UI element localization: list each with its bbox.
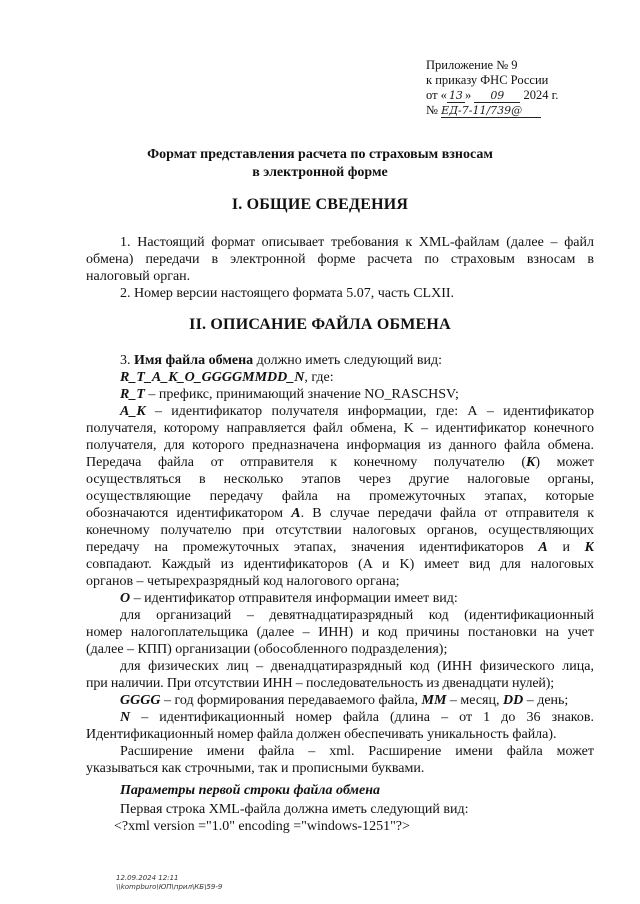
appendix-date-line	[426, 88, 558, 103]
ak-line-8: конечному получателю при отсутствии налоговых органов, осуществляющих	[86, 523, 594, 538]
p3-rest: должно иметь следующий вид:	[253, 353, 443, 368]
o-ind-line-1: для физических лиц – двенадцатиразрядный код (ИНН физического лица,	[120, 659, 594, 674]
appendix-line-1: Приложение № 9	[426, 58, 518, 72]
gggg-definition	[86, 692, 594, 709]
handwritten-order-number: ЕД-7-11/739@	[441, 105, 541, 118]
ext-line-2: указываться как строчными, так и прописными буквами.	[86, 761, 425, 776]
footer-path: \\kompburo\ЮП\прил\КБ\59-9	[116, 883, 223, 891]
ak-l9K: K	[584, 540, 594, 555]
ak-l9A: А	[538, 540, 548, 555]
paragraph-1-line-2: обмена) передачи в электронной форме расчета по страховым взносам в	[86, 252, 594, 267]
ak-l4k: K	[526, 455, 536, 470]
ak-line-11: органов – четырехразрядный код налогового органа;	[86, 574, 400, 589]
n-rest: – идентификационный номер файла (длина – от 1 до 36 знаков.	[130, 710, 594, 725]
ak-line-7	[86, 505, 594, 522]
gggg-rest2: – месяц,	[446, 693, 503, 708]
section-heading-exchange-file: II. ОПИСАНИЕ ФАЙЛА ОБМЕНА	[189, 316, 451, 333]
section-1-body	[86, 234, 594, 302]
ext-line-1: Расширение имени файла – xml. Расширение имени файла может	[120, 744, 594, 759]
o-ind-line-2: при наличии. При отсутствии ИНН – последовательность из двенадцати нулей);	[86, 676, 555, 691]
document-title	[0, 146, 640, 182]
ak-l7A: А	[291, 506, 301, 521]
ak-code: A_K	[120, 404, 146, 419]
date-year: 2024 г.	[523, 88, 559, 102]
gggg-mm: MM	[421, 693, 447, 708]
rt-definition	[86, 386, 594, 403]
ak-line-1-text: – идентификатор получателя информации, где: А – идентификатор	[145, 404, 594, 419]
ak-l9m: и	[547, 540, 585, 555]
handwritten-month: 09	[474, 90, 520, 103]
o-code: O	[120, 591, 131, 606]
o-definition	[86, 590, 594, 607]
ak-line-9	[86, 539, 594, 556]
title-line-2: в электронной форме	[252, 165, 388, 180]
title-line-1: Формат представления расчета по страховым взносам	[147, 147, 493, 162]
gggg-rest1: – год формирования передаваемого файла,	[160, 693, 422, 708]
p3-num: 3.	[120, 353, 134, 368]
o-org-line-3: (далее – КПП) организации (обособленного подразделения);	[86, 642, 448, 657]
footer-timestamp: 12.09.2024 12:11	[116, 874, 179, 882]
gggg-code: GGGG	[120, 693, 161, 708]
ak-l4a: Передача файла от отправителя к конечному получателю (	[86, 455, 527, 470]
section-2-body	[86, 352, 594, 835]
ak-line-2: получателя, которому направляется файл обмена, K – идентификатор конечного	[86, 421, 594, 436]
ak-l4b: ) может	[535, 455, 594, 470]
ak-l7b: . В случае передачи файла от отправителя к	[300, 506, 594, 521]
ak-line-6: осуществляющие передачу файла на промежуточных этапах, которые	[86, 489, 594, 504]
paragraph-1-line-3: налоговый орган.	[86, 269, 191, 284]
appendix-block	[426, 58, 558, 118]
ak-line-1	[86, 403, 594, 420]
section-heading-general: I. ОБЩИЕ СВЕДЕНИЯ	[231, 196, 409, 213]
date-prefix: от «	[426, 88, 447, 102]
rt-rest: – префикс, принимающий значение NO_RASCHSV;	[144, 387, 459, 402]
ak-line-5: осуществляться в несколько этапов через другие налоговые органы,	[86, 472, 594, 487]
params-line-1: Первая строка XML-файла должна иметь следующий вид:	[120, 802, 469, 817]
paragraph-1-line-1: 1. Настоящий формат описывает требования к XML-файлам (далее – файл	[120, 235, 594, 250]
pattern-code: R_T_A_K_O_GGGGMMDD_N	[120, 370, 305, 385]
ak-line-3: получателя, для которого предназначена информация из данного файла обмена.	[86, 438, 594, 453]
n-code: N	[120, 710, 131, 725]
o-org-line-1: для организаций – девятнадцатиразрядный код (идентификационный	[120, 608, 594, 623]
handwritten-day: 13	[448, 89, 463, 102]
file-name-pattern	[86, 369, 594, 386]
appendix-number-line	[426, 103, 558, 118]
gggg-dd: DD	[502, 693, 524, 708]
o-org-line-2: номер налогоплательщика (далее – ИНН) и код причины постановки на учет	[86, 625, 594, 640]
ak-line-4	[86, 454, 594, 471]
params-xml-declaration: <?xml version ="1.0" encoding ="windows-1251"?>	[114, 819, 410, 834]
p3-bold: Имя файла обмена	[134, 353, 254, 368]
ak-l7a: обозначаются идентификатором	[86, 506, 292, 521]
pattern-rest: , где:	[304, 370, 334, 385]
gggg-rest3: – день;	[523, 693, 569, 708]
paragraph-3	[86, 352, 594, 369]
n-definition	[86, 709, 594, 726]
params-heading: Параметры первой строки файла обмена	[120, 783, 380, 798]
n-line-2: Идентификационный номер файла должен обеспечивать уникальность файла).	[86, 727, 557, 742]
paragraph-2: 2. Номер версии настоящего формата 5.07, часть CLXII.	[120, 286, 455, 301]
ak-l9a: передачу на промежуточных этапах, значения идентификаторов	[86, 540, 539, 555]
footer-stamp	[116, 874, 222, 892]
number-prefix: №	[426, 103, 438, 117]
rt-code: R_T	[120, 387, 145, 402]
appendix-line-2: к приказу ФНС России	[426, 73, 549, 87]
date-mid: »	[464, 88, 472, 102]
ak-line-10: совпадают. Каждый из идентификаторов (A и K) имеет вид для налоговых	[86, 557, 594, 572]
o-rest: – идентификатор отправителя информации имеет вид:	[130, 591, 458, 606]
